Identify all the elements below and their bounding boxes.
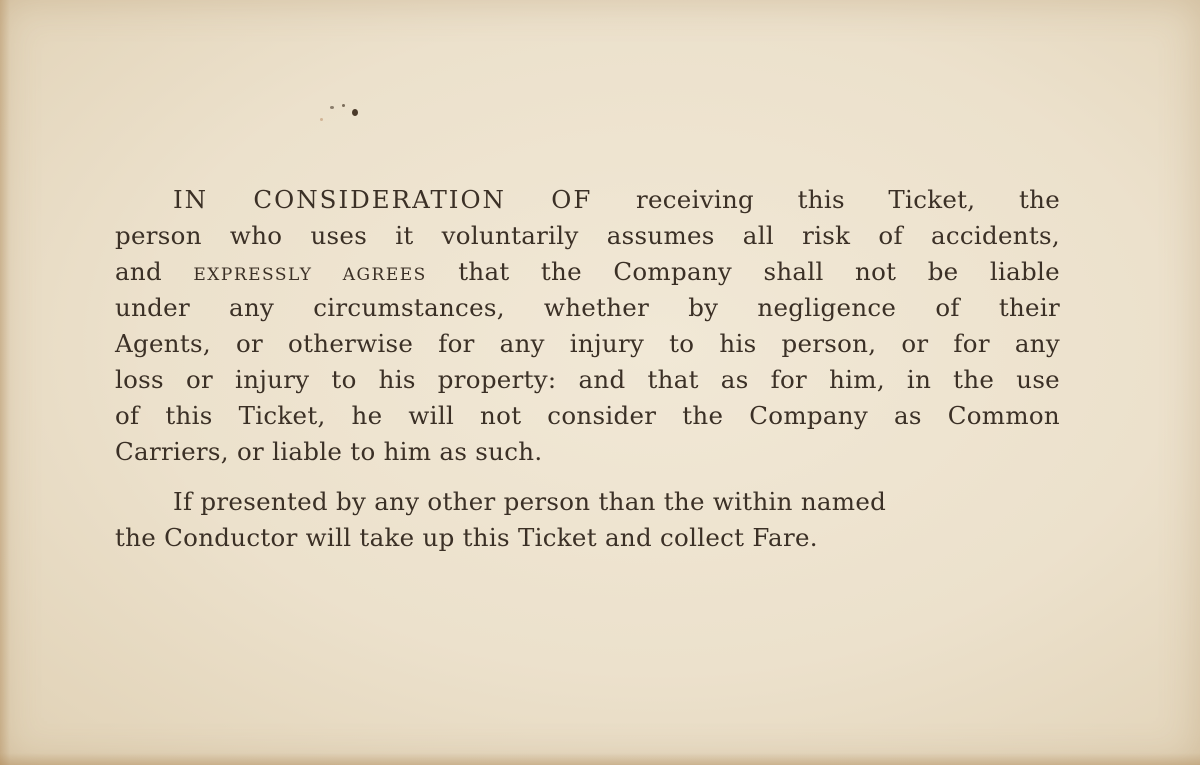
aged-edge-left xyxy=(0,0,10,765)
text-line: the Conductor will take up this Ticket and collect Fare. xyxy=(115,523,818,552)
text-segment: and xyxy=(115,257,162,286)
ticket-conditions-text xyxy=(115,182,1060,556)
text-segment: receiving this Ticket, the xyxy=(635,185,1060,214)
text-line: Agents, or otherwise for any injury to his person, or for any xyxy=(115,329,1060,358)
heading-caps: IN CONSIDERATION OF xyxy=(173,185,593,214)
text-line: If presented by any other person than the within named xyxy=(173,487,887,516)
text-line: loss or injury to his property: and that as for him, in the use xyxy=(115,365,1060,394)
text-line: person who uses it voluntarily assumes all risk of accidents, xyxy=(115,221,1060,250)
conductor-paragraph xyxy=(115,484,1060,556)
text-line xyxy=(115,254,1060,290)
text-line: Carriers, or liable to him as such. xyxy=(115,437,543,466)
conditions-paragraph xyxy=(115,182,1060,470)
text-line: of this Ticket, he will not consider the Company as Common xyxy=(115,401,1060,430)
text-line xyxy=(115,182,1060,218)
text-segment: that the Company shall not be liable xyxy=(458,257,1060,286)
text-line: under any circumstances, whether by negligence of their xyxy=(115,293,1060,322)
aged-edge-bottom xyxy=(0,753,1200,765)
emphasis-small-caps: EXPRESSLY AGREES xyxy=(193,265,427,285)
